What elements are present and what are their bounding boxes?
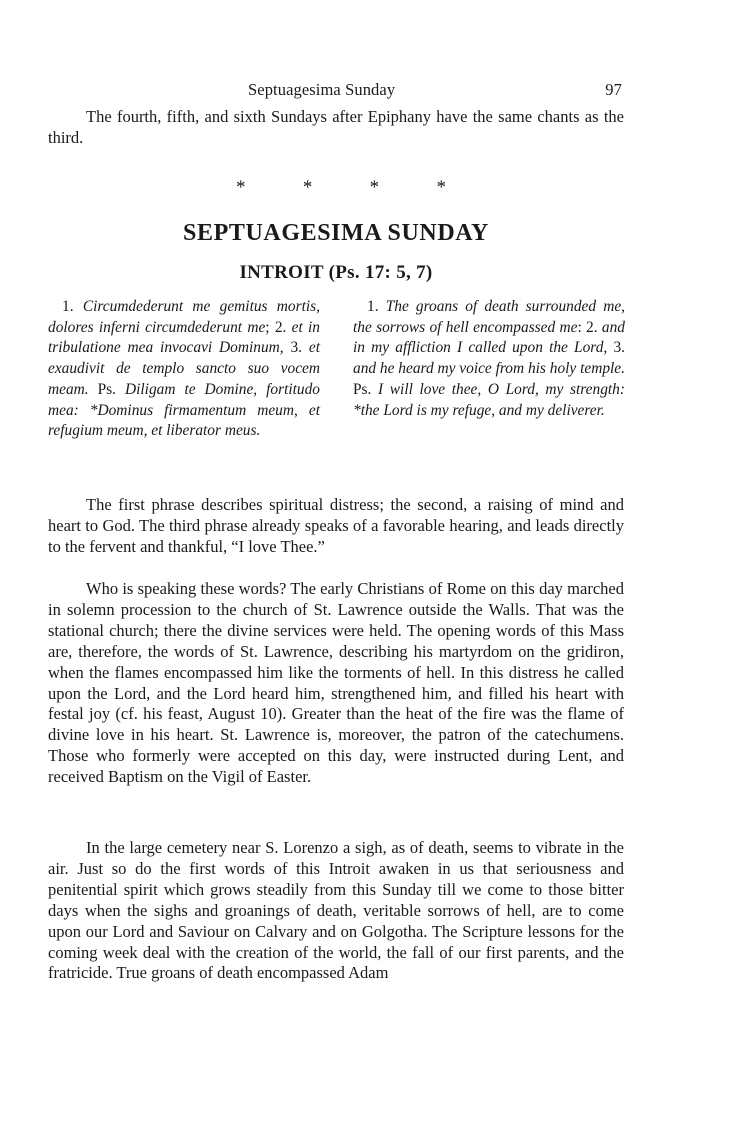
section-separator bbox=[236, 177, 446, 199]
separator-star: * bbox=[236, 177, 246, 198]
introit-italic-run: et exaudivit de templo sancto suo vocem meam. bbox=[48, 339, 320, 398]
introit-italic-run: and he heard my voice from his holy temple. bbox=[353, 360, 625, 378]
introit-italic-run: The groans of death surrounded me, the sorrows of hell encompassed me bbox=[353, 298, 626, 336]
subsection-title: INTROIT (Ps. 17: 5, 7) bbox=[239, 262, 433, 283]
introit-english-column bbox=[353, 297, 625, 421]
introit-roman-run: : 2. bbox=[577, 318, 602, 336]
intro-paragraph: The fourth, fifth, and sixth Sundays after Epiphany have the same chants as the third. bbox=[48, 107, 624, 147]
introit-roman-run: 1. bbox=[62, 298, 83, 315]
introit-roman-run: 3. bbox=[607, 339, 625, 357]
separator-star: * bbox=[369, 177, 380, 198]
introit-roman-run: 3. bbox=[283, 339, 309, 357]
body-paragraph: The first phrase describes spiritual distress; the second, a raising of mind and heart to God. The third phrase already speaks of a favorable hearing, and leads directly to the fervent and thankful, “I love Thee.” bbox=[48, 495, 624, 556]
introit-roman-run: 1. bbox=[367, 298, 386, 315]
section-title: SEPTUAGESIMA SUNDAY bbox=[183, 220, 489, 246]
body-paragraph: In the large cemetery near S. Lorenzo a sigh, as of death, seems to vibrate in the air. Just so do the first words of this Introit awaken in us that seriousness and penitential spirit which grows steadily from this Sunday till we come to those bitter days when the sighs and groanings of death, veritable sorrows of hell, are to come upon our Lord and Saviour on Calvary and on Golgotha. The Scripture lessons for the coming week deal with the creation of the world, the fall of our first parents, and the fratricide. True groans of death encompassed Adam bbox=[48, 838, 624, 983]
separator-star: * bbox=[436, 177, 446, 198]
separator-star: * bbox=[302, 177, 313, 198]
page-number: 97 bbox=[605, 80, 622, 99]
running-head-title: Septuagesima Sunday bbox=[248, 80, 396, 99]
introit-italic-run: I will love thee, O Lord, my strength: *the Lord is my refuge, and my deliverer. bbox=[353, 380, 626, 419]
introit-roman-run: ; 2. bbox=[265, 318, 292, 336]
introit-italic-run: et in tribulatione mea invocavi Dominum, bbox=[48, 318, 320, 357]
introit-roman-run: Ps. bbox=[353, 380, 379, 398]
introit-italic-run: Circumdederunt me gemitus mortis, dolores inferni circumdederunt me bbox=[48, 298, 320, 336]
body-paragraph: Who is speaking these words? The early Christians of Rome on this day marched in solemn procession to the church of St. Lawrence outside the Walls. That was the stational church; there the divine services were held. The opening words of this Mass are, therefore, the words of St. Lawrence, describing his martyrdom on the gridiron, when the flames encompassed him like the torments of hell. In this distress he called upon the Lord, and the Lord heard him, strengthened him, and filled his heart with festal joy (cf. his feast, August 10). Greater than the heat of the fire was the flame of divine love in his heart. St. Lawrence is, moreover, the patron of the catechumens. Those who formerly were accepted on this day, were instructed during Lent, and received Baptism on the Vigil of Easter. bbox=[48, 579, 624, 787]
introit-italic-run: Diligam te Domine, fortitudo mea: *Dominus firmamentum meum, et refugium meum, et liberator meus. bbox=[48, 380, 320, 440]
introit-latin-column bbox=[48, 297, 320, 442]
introit-roman-run: Ps. bbox=[88, 380, 125, 398]
introit-italic-run: and in my affliction I called upon the Lord, bbox=[353, 318, 625, 357]
